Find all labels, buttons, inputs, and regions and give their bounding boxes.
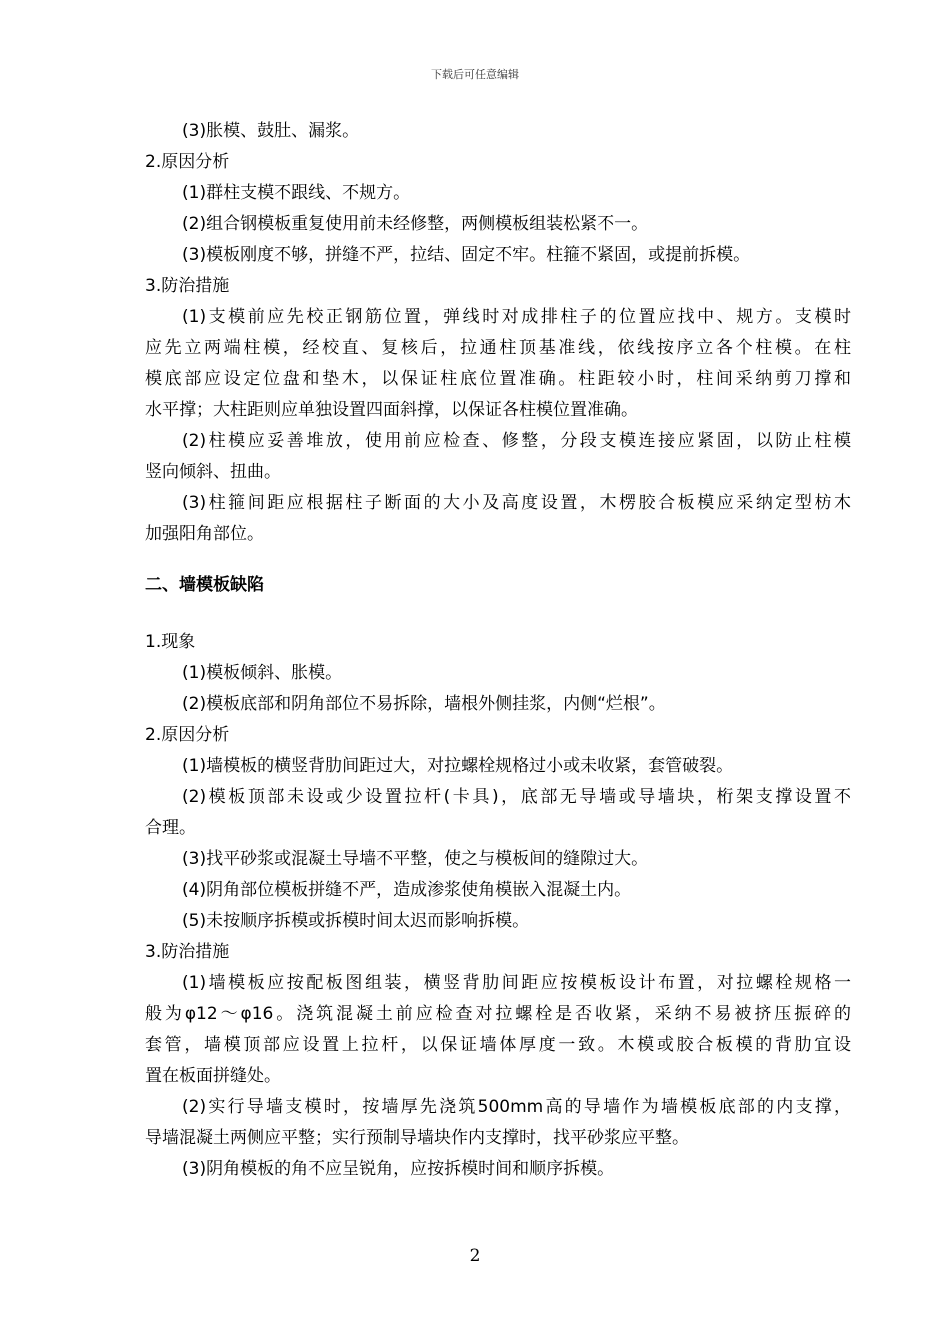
text-line: (3)找平砂浆或混凝土导墙不平整，使之与模板间的缝隙过大。: [182, 849, 649, 869]
text-line: 模底部应设定位盘和垫木，以保证柱底位置准确。柱距较小时，柱间采纳剪刀撑和: [145, 369, 851, 389]
text-line: (3)阴角模板的角不应呈锐角，应按拆模时间和顺序拆模。: [182, 1159, 615, 1179]
text-line: (1)群柱支模不跟线、不规方。: [182, 183, 411, 203]
text-line: (2)模板底部和阴角部位不易拆除，墙根外侧挂浆，内侧“烂根”。: [182, 694, 666, 714]
document-body: [145, 116, 851, 1185]
text-line: 3.防治措施: [145, 276, 230, 296]
text-line: (2)组合钢模板重复使用前未经修整，两侧模板组装松紧不一。: [182, 214, 649, 234]
text-line: 置在板面拼缝处。: [145, 1066, 281, 1086]
text-line: 套管，墙模顶部应设置上拉杆，以保证墙体厚度一致。木模或胶合板模的背肋宜设: [145, 1035, 851, 1055]
text-line: 2.原因分析: [145, 725, 230, 745]
text-line: (1)墙模板应按配板图组装，横竖背肋间距应按模板设计布置，对拉螺栓规格一: [182, 973, 851, 993]
text-line: (5)未按顺序拆模或拆模时间太迟而影响拆模。: [182, 911, 530, 931]
text-line: (1)支模前应先校正钢筋位置，弹线时对成排柱子的位置应找中、规方。支模时: [182, 307, 851, 327]
text-line: (2)实行导墙支模时，按墙厚先浇筑500mm高的导墙作为墙模板底部的内支撑，: [182, 1097, 851, 1117]
text-line: 水平撑；大柱距则应单独设置四面斜撑，以保证各柱模位置准确。: [145, 400, 638, 420]
text-line: 般为φ12～φ16。浇筑混凝土前应检查对拉螺栓是否收紧，采纳不易被挤压振碎的: [145, 1004, 851, 1024]
text-line: 加强阳角部位。: [145, 524, 264, 544]
text-line: 导墙混凝土两侧应平整；实行预制导墙块作内支撑时，找平砂浆应平整。: [145, 1128, 689, 1148]
text-line: (3)柱箍间距应根据柱子断面的大小及高度设置，木楞胶合板模应采纳定型枋木: [182, 493, 851, 513]
text-line: (3)模板刚度不够，拼缝不严，拉结、固定不牢。柱箍不紧固，或提前拆模。: [182, 245, 751, 265]
text-line: 2.原因分析: [145, 152, 230, 172]
page-header: 下载后可任意编辑: [431, 68, 519, 81]
text-line: 3.防治措施: [145, 942, 230, 962]
text-line: 合理。: [145, 818, 196, 838]
text-line: (3)胀模、鼓肚、漏浆。: [182, 121, 360, 141]
section-heading: 二、墙模板缺陷: [145, 575, 264, 595]
text-line: 竖向倾斜、扭曲。: [145, 462, 281, 482]
text-line: (1)墙模板的横竖背肋间距过大，对拉螺栓规格过小或未收紧，套管破裂。: [182, 756, 734, 776]
text-line: (2)柱模应妥善堆放，使用前应检查、修整，分段支模连接应紧固，以防止柱模: [182, 431, 851, 451]
text-line: 1.现象: [145, 632, 196, 652]
text-line: (1)模板倾斜、胀模。: [182, 663, 343, 683]
text-line: (2)模板顶部未设或少设置拉杆(卡具)，底部无导墙或导墙块，桁架支撑设置不: [182, 787, 851, 807]
page-number: 2: [469, 1246, 481, 1266]
text-line: (4)阴角部位模板拼缝不严，造成渗浆使角模嵌入混凝土内。: [182, 880, 632, 900]
text-line: 应先立两端柱模，经校直、复核后，拉通柱顶基准线，依线按序立各个柱模。在柱: [145, 338, 851, 358]
